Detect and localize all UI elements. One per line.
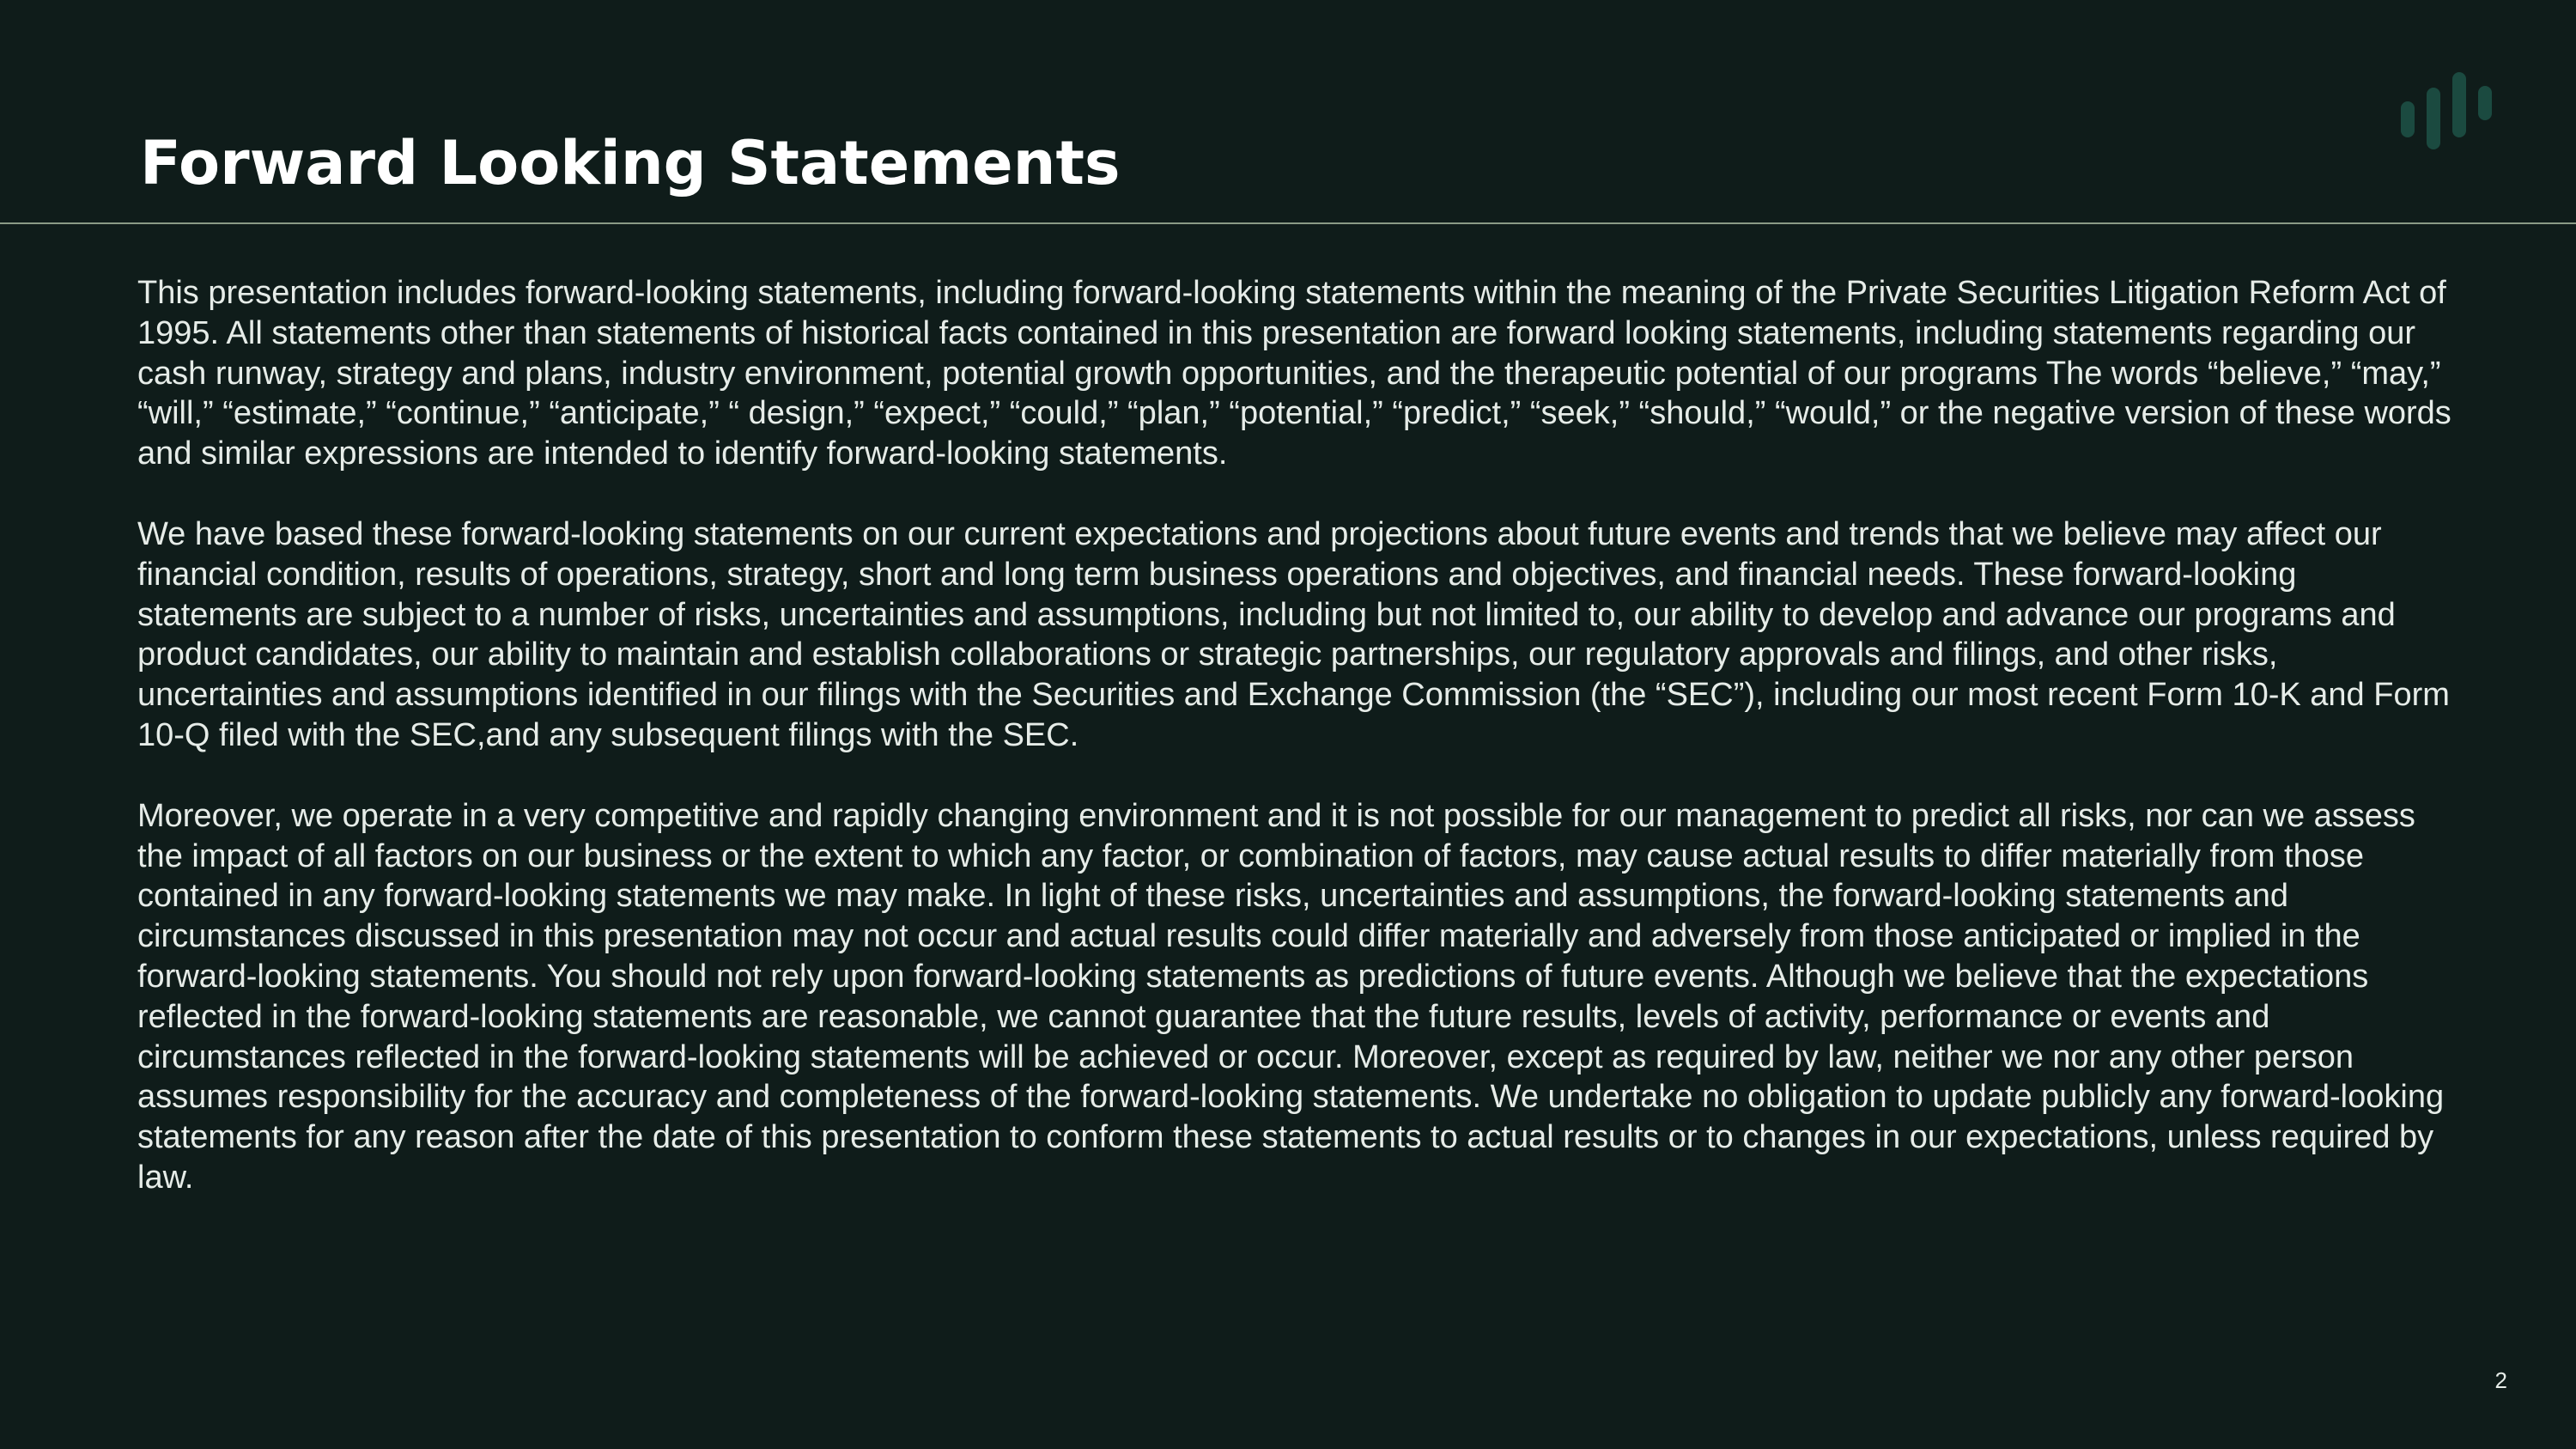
paragraph-basis: We have based these forward-looking statements on our current expectations and projections about future events and trends that we believe may affect our financial condition, results of operations, strategy, short and long term business operations and objectives, and financial needs. These forward-looking statements are subject to a number of risks, uncertainties and assumptions, including but not limited to, our ability to develop and advance our programs and product candidates, our ability to maintain and establish collaborations or strategic partnerships, our regulatory approvals and filings, and other risks, uncertainties and assumptions identified in our filings with the Securities and Exchange Commission (the “SEC”), including our most recent Form 10-K and Form 10-Q filed with the SEC,and any subsequent filings with the SEC. [137,515,2450,753]
bars-logo-icon [2396,69,2507,155]
slide-title: Forward Looking Statements [140,128,1121,198]
paragraph-intro: This presentation includes forward-looking statements, including forward-looking statements within the meaning of the Private Securities Litigation Reform Act of 1995. All statements other than statements of historical facts contained in this presentation are forward looking statements, including statements regarding our cash runway, strategy and plans, industry environment, potential growth opportunities, and the therapeutic potential of our programs The words “believe,” “may,” “will,” “estimate,” “continue,” “anticipate,” “ design,” “expect,” “could,” “plan,” “potential,” “predict,” “seek,” “should,” “would,” or the negative version of these words and similar expressions are intended to identify forward-looking statements. [137,275,2451,472]
header-divider [0,222,2576,224]
disclaimer-body [137,273,2456,1239]
page-number: 2 [2494,1367,2507,1393]
paragraph-risks: Moreover, we operate in a very competitive and rapidly changing environment and it is not possible for our management to predict all risks, nor can we assess the impact of all factors on our business or the extent to which any factor, or combination of factors, may cause actual results to differ materially from those contained in any forward-looking statements we may make. In light of these risks, uncertainties and assumptions, the forward-looking statements and circumstances discussed in this presentation may not occur and actual results could differ materially and adversely from those anticipated or implied in the forward-looking statements. You should not rely upon forward-looking statements as predictions of future events. Although we believe that the expectations reflected in the forward-looking statements are reasonable, we cannot guarantee that the future results, levels of activity, performance or events and circumstances reflected in the forward-looking statements will be achieved or occur. Moreover, except as required by law, neither we nor any other person assumes responsibility for the accuracy and completeness of the forward-looking statements. We undertake no obligation to update publicly any forward-looking statements for any reason after the date of this presentation to conform these statements to actual results or to changes in our expectations, unless required by law. [137,797,2445,1196]
